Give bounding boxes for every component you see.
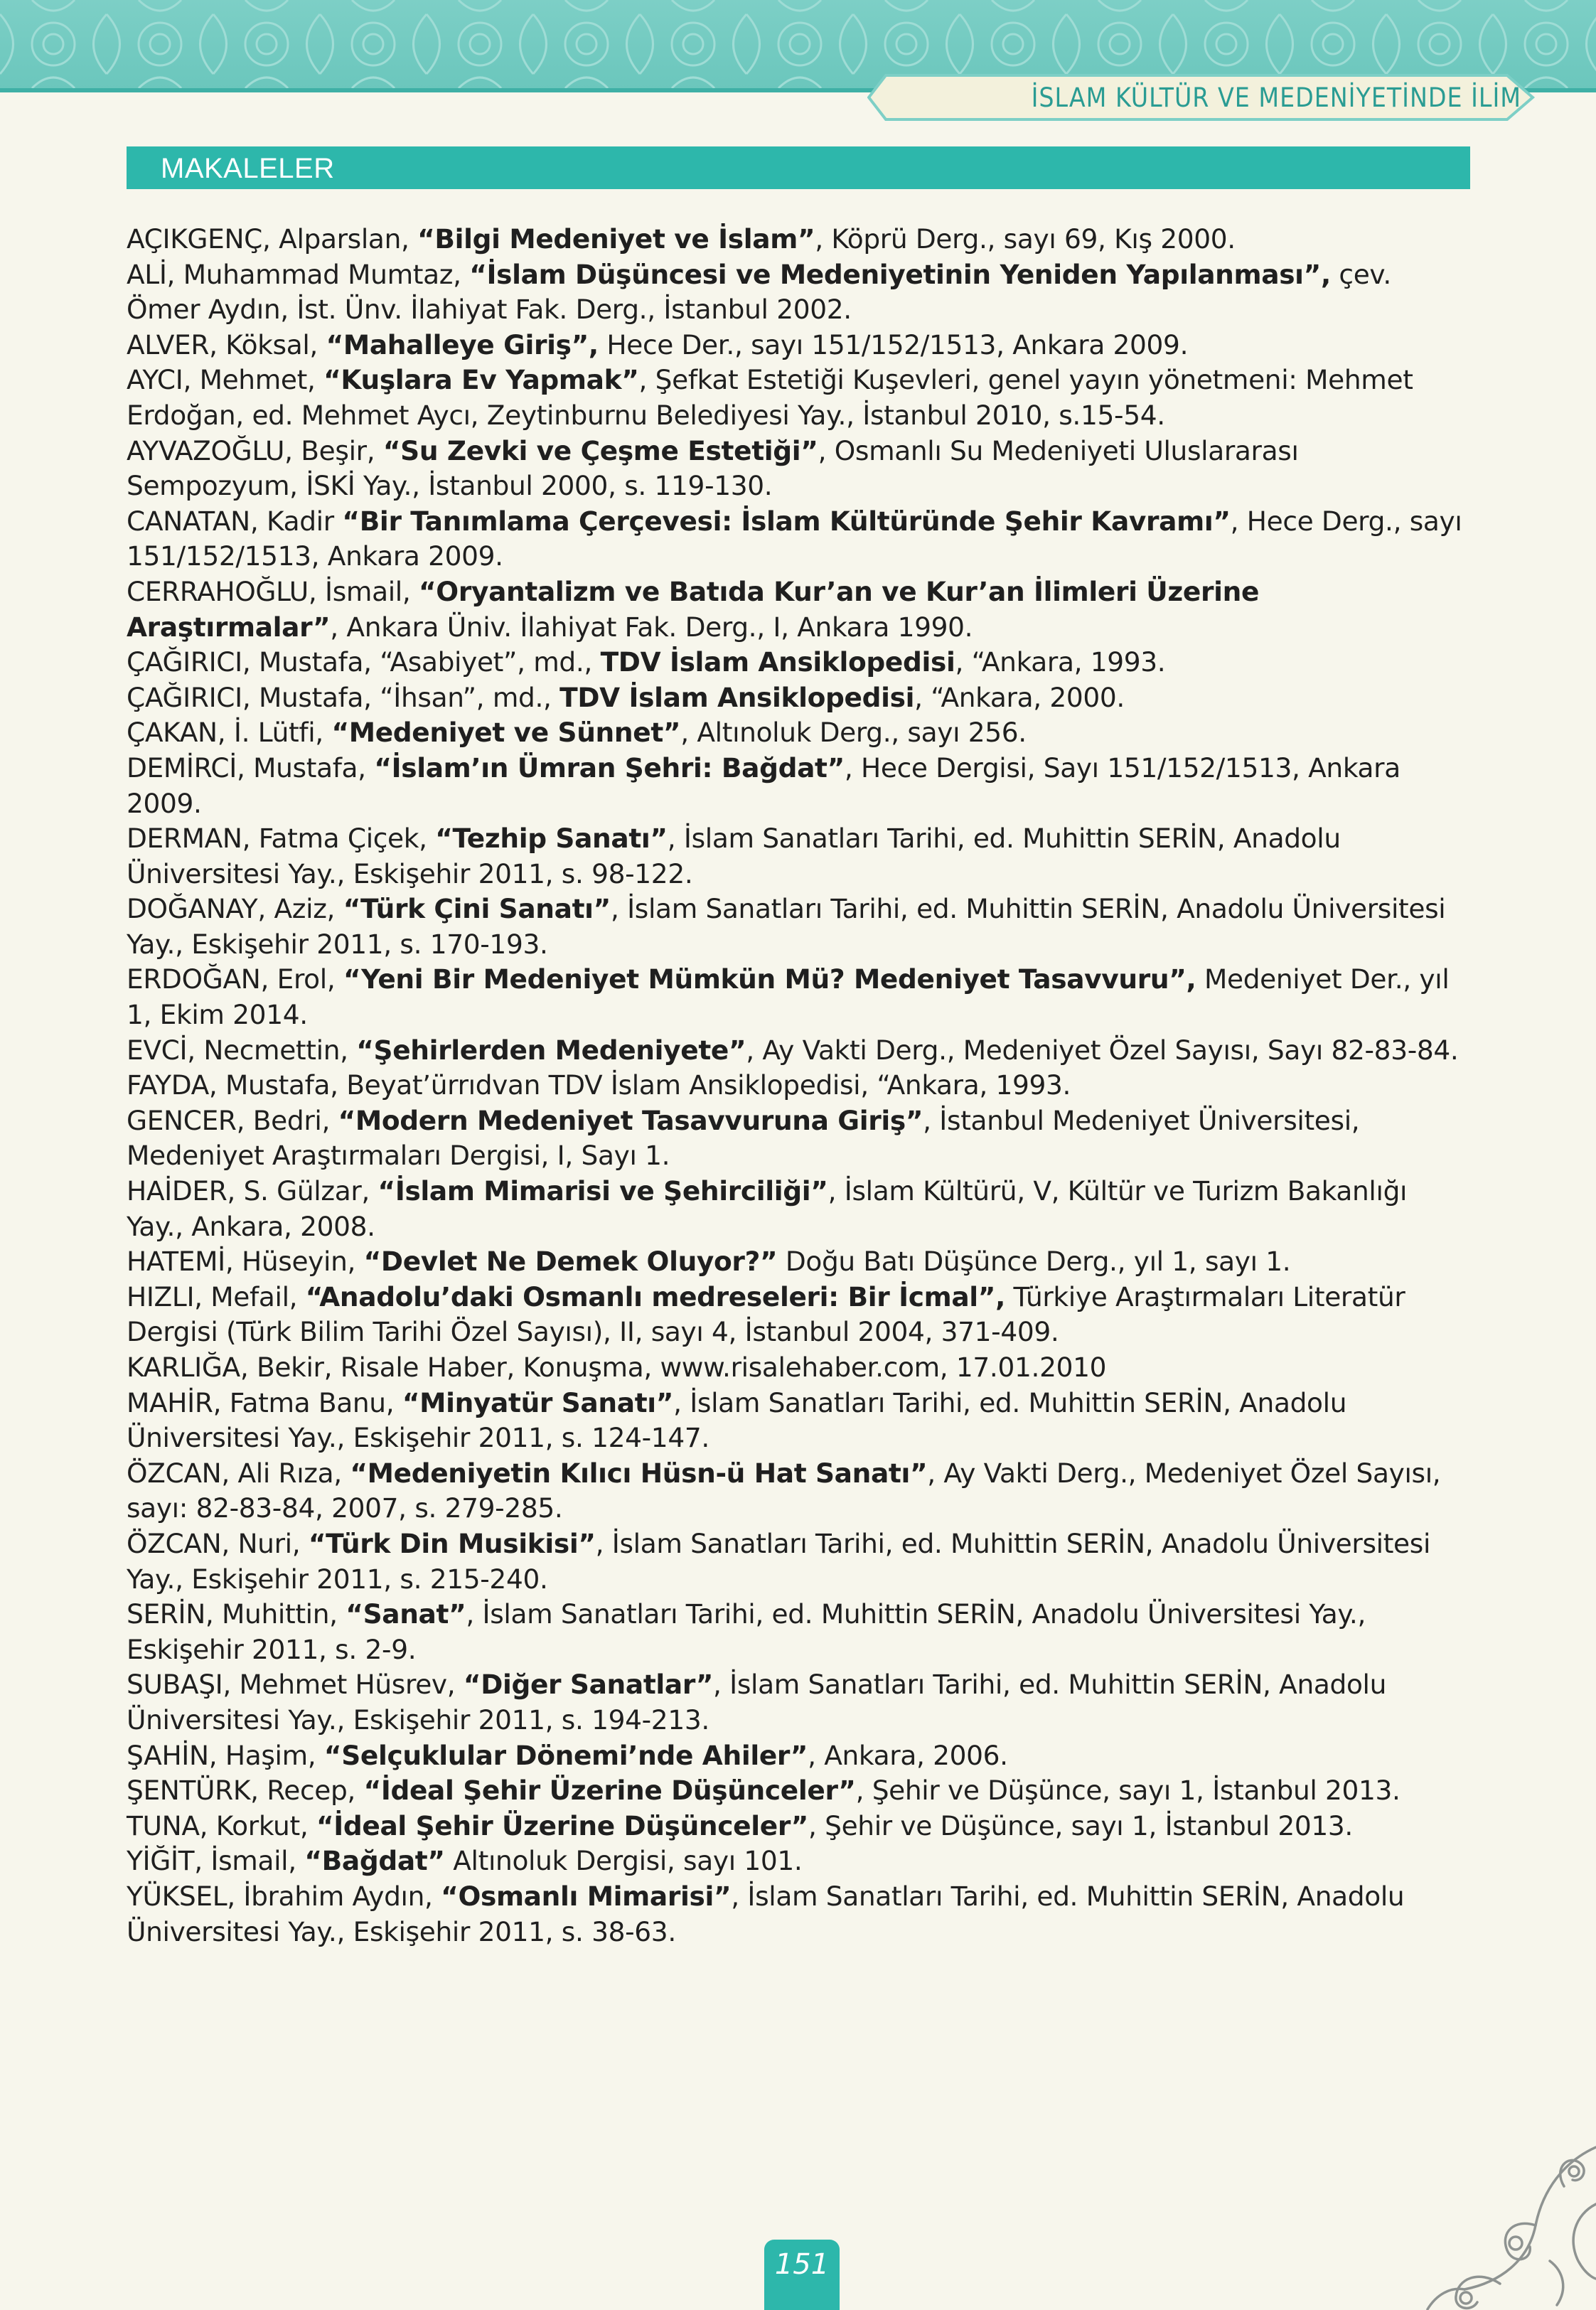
reference-title: “Türk Çini Sanatı”: [343, 893, 611, 925]
reference-item: [127, 1809, 1463, 1844]
reference-source: , Köprü Derg., sayı 69, Kış 2000.: [815, 223, 1236, 255]
reference-source: , İslam Sanatları Tarihi, ed. Muhittin SERİN, Anadolu Üniversitesi Yay., Eskişehir 2011, s. 98-122.: [127, 823, 1341, 889]
reference-title: TDV İslam Ansiklopedisi: [559, 681, 915, 713]
reference-item: [127, 434, 1463, 504]
reference-item: [127, 574, 1463, 645]
reference-title: “Bilgi Medeniyet ve İslam”: [417, 223, 815, 255]
reference-source: , “Ankara, 1993.: [955, 646, 1166, 678]
reference-source: Türkiye Araştırmaları Literatür Dergisi (Türk Bilim Tarihi Özel Sayısı), II, sayı 4, İstanbul 2004, 371-409.: [127, 1280, 1405, 1348]
page-number: 151: [774, 2248, 830, 2281]
reference-item: [127, 363, 1463, 433]
reference-source: , İslam Sanatları Tarihi, ed. Muhittin SERİN, Anadolu Üniversitesi Yay., Eskişehir 2011, s. 2-9.: [127, 1598, 1366, 1665]
reference-title: “Osmanlı Mimarisi”: [441, 1880, 732, 1912]
reference-item: [127, 1068, 1463, 1103]
reference-item: [127, 751, 1463, 821]
reference-title: “Bağdat”: [304, 1845, 445, 1877]
reference-author: ERDOĞAN, Erol,: [127, 963, 343, 995]
reference-author: TUNA, Korkut,: [127, 1809, 316, 1841]
reference-title: “Diğer Sanatlar”: [463, 1669, 713, 1701]
reference-title: “Oryantalizm ve Batıda Kur’an ve Kur’an İlimleri Üzerine Araştırmalar”: [127, 575, 1260, 643]
reference-author: FAYDA, Mustafa, Beyat’ürrıdvan TDV İslam Ansiklopedisi, “Ankara, 1993.: [127, 1069, 1071, 1101]
reference-author: ÖZCAN, Ali Rıza,: [127, 1457, 350, 1489]
reference-author: ALİ, Muhammad Mumtaz,: [127, 258, 470, 290]
reference-item: [127, 1174, 1463, 1244]
reference-source: , İslam Sanatları Tarihi, ed. Muhittin SERİN, Anadolu Üniversitesi Yay., Eskişehir 2011, s. 194-213.: [127, 1669, 1387, 1736]
reference-source: , İstanbul Medeniyet Üniversitesi, Medeniyet Araştırmaları Dergisi, I, Sayı 1.: [127, 1104, 1360, 1172]
reference-title: “Su Zevki ve Çeşme Estetiği”: [382, 434, 818, 466]
reference-source: , Şehir ve Düşünce, sayı 1, İstanbul 2013.: [855, 1775, 1400, 1807]
reference-source: , Hece Derg., sayı 151/152/1513, Ankara 2009.: [127, 505, 1462, 572]
reference-author: ŞENTÜRK, Recep,: [127, 1775, 364, 1807]
reference-title: “Devlet Ne Demek Oluyor?”: [363, 1246, 778, 1278]
reference-author: AYVAZOĞLU, Beşir,: [127, 434, 383, 466]
reference-title: “İslam Mimarisi ve Şehirciliği”: [377, 1175, 828, 1207]
reference-title: “Türk Din Musikisi”: [308, 1527, 596, 1559]
reference-title: “Medeniyet ve Sünnet”: [331, 717, 681, 749]
reference-item: [127, 680, 1463, 716]
reference-title: “Medeniyetin Kılıcı Hüsn-ü Hat Sanatı”: [350, 1457, 928, 1489]
reference-title: “Kuşlara Ev Yapmak”: [323, 364, 639, 396]
reference-title: “İslam Düşüncesi ve Medeniyetinin Yeniden Yapılanması”,: [469, 258, 1331, 290]
reference-source: Medeniyet Der., yıl 1, Ekim 2014.: [127, 963, 1450, 1031]
reference-author: CANATAN, Kadir: [127, 505, 343, 537]
reference-author: ÇAĞIRICI, Mustafa, “İhsan”, md.,: [127, 681, 560, 713]
reference-source: , Osmanlı Su Medeniyeti Uluslararası Sempozyum, İSKİ Yay., İstanbul 2000, s. 119-130.: [127, 434, 1299, 502]
reference-source: , İslam Sanatları Tarihi, ed. Muhittin SERİN, Anadolu Üniversitesi Yay., Eskişehir 2011, s. 124-147.: [127, 1386, 1347, 1454]
reference-source: Doğu Batı Düşünce Derg., yıl 1, sayı 1.: [777, 1246, 1291, 1278]
reference-author: ÇAĞIRICI, Mustafa, “Asabiyet”, md.,: [127, 646, 601, 678]
reference-author: DERMAN, Fatma Çiçek,: [127, 823, 436, 855]
reference-title: “Minyatür Sanatı”: [402, 1386, 674, 1418]
reference-source: , Hece Dergisi, Sayı 151/152/1513, Ankara 2009.: [127, 752, 1400, 819]
page-number-badge: [764, 2240, 840, 2310]
reference-item: [127, 892, 1463, 962]
reference-author: MAHİR, Fatma Banu,: [127, 1386, 402, 1418]
reference-author: HIZLI, Mefail,: [127, 1280, 306, 1312]
reference-title: “Modern Medeniyet Tasavvuruna Giriş”: [338, 1104, 923, 1136]
reference-source: Altınoluk Dergisi, sayı 101.: [444, 1845, 803, 1877]
reference-author: HAİDER, S. Gülzar,: [127, 1175, 378, 1207]
reference-item: [127, 821, 1463, 892]
reference-title: “Sanat”: [346, 1598, 466, 1630]
reference-item: [127, 1280, 1463, 1350]
reference-source: Hece Der., sayı 151/152/1513, Ankara 2009.: [598, 328, 1189, 360]
reference-item: [127, 1773, 1463, 1809]
reference-author: DEMİRCİ, Mustafa,: [127, 752, 375, 784]
reference-item: [127, 1244, 1463, 1280]
reference-author: ŞAHİN, Haşim,: [127, 1739, 324, 1771]
reference-list: [127, 222, 1463, 1950]
reference-item: [127, 962, 1463, 1032]
reference-title: “Anadolu’daki Osmanlı medreseleri: Bir İcmal”,: [305, 1280, 1005, 1312]
reference-item: [127, 328, 1463, 363]
reference-author: ÖZCAN, Nuri,: [127, 1527, 309, 1559]
reference-source: , Ankara Üniv. İlahiyat Fak. Derg., I, Ankara 1990.: [330, 611, 973, 643]
reference-source: çev. Ömer Aydın, İst. Ünv. İlahiyat Fak. Derg., İstanbul 2002.: [127, 258, 1391, 326]
reference-author: YÜKSEL, İbrahim Aydın,: [127, 1880, 441, 1912]
reference-title: “İdeal Şehir Üzerine Düşünceler”: [316, 1809, 808, 1841]
reference-item: [127, 1667, 1463, 1738]
reference-source: , İslam Kültürü, V, Kültür ve Turizm Bakanlığı Yay., Ankara, 2008.: [127, 1175, 1408, 1242]
reference-item: [127, 1844, 1463, 1879]
reference-item: [127, 1033, 1463, 1069]
reference-title: “Selçuklular Dönemi’nde Ahiler”: [323, 1739, 808, 1771]
reference-author: SUBAŞI, Mehmet Hüsrev,: [127, 1669, 464, 1701]
reference-item: [127, 645, 1463, 680]
reference-item: [127, 1597, 1463, 1667]
reference-item: [127, 1879, 1463, 1950]
reference-author: HATEMİ, Hüseyin,: [127, 1246, 364, 1278]
reference-item: [127, 1103, 1463, 1174]
reference-author: SERİN, Muhittin,: [127, 1598, 346, 1630]
reference-item: [127, 1350, 1463, 1386]
reference-title: “Bir Tanımlama Çerçevesi: İslam Kültüründe Şehir Kavramı”: [342, 505, 1231, 537]
reference-title: “Mahalleye Giriş”,: [326, 328, 599, 360]
reference-source: , Altınoluk Derg., sayı 256.: [680, 717, 1027, 749]
section-bar: [127, 146, 1470, 189]
reference-author: AÇIKGENÇ, Alparslan,: [127, 223, 418, 255]
running-header: [867, 74, 1536, 121]
reference-source: , “Ankara, 2000.: [914, 681, 1125, 713]
reference-title: “Tezhip Sanatı”: [435, 823, 668, 855]
reference-title: “İdeal Şehir Üzerine Düşünceler”: [363, 1775, 856, 1807]
reference-source: , Ay Vakti Derg., Medeniyet Özel Sayısı, Sayı 82-83-84.: [746, 1034, 1459, 1066]
reference-source: , Şehir ve Düşünce, sayı 1, İstanbul 2013.: [808, 1809, 1353, 1841]
reference-source: , Şefkat Estetiği Kuşevleri, genel yayın yönetmeni: Mehmet Erdoğan, ed. Mehmet Aycı, Zeytinburnu Belediyesi Yay., İstanbul 2010, s.15-54.: [127, 364, 1413, 431]
reference-source: , İslam Sanatları Tarihi, ed. Muhittin SERİN, Anadolu Üniversitesi Yay., Eskişehir 2011, s. 38-63.: [127, 1880, 1405, 1947]
reference-item: [127, 1526, 1463, 1597]
reference-item: [127, 1738, 1463, 1774]
reference-title: “İslam’ın Ümran Şehri: Bağdat”: [374, 752, 845, 784]
reference-source: , Ay Vakti Derg., Medeniyet Özel Sayısı, sayı: 82-83-84, 2007, s. 279-285.: [127, 1457, 1441, 1524]
reference-author: CERRAHOĞLU, İsmail,: [127, 575, 419, 607]
reference-item: [127, 504, 1463, 574]
reference-source: , İslam Sanatları Tarihi, ed. Muhittin SERİN, Anadolu Üniversitesi Yay., Eskişehir 2011, s. 215-240.: [127, 1527, 1431, 1595]
reference-item: [127, 257, 1463, 328]
reference-author: DOĞANAY, Aziz,: [127, 893, 343, 925]
reference-author: AYCI, Mehmet,: [127, 364, 324, 396]
reference-item: [127, 715, 1463, 751]
reference-source: , Ankara, 2006.: [808, 1739, 1008, 1771]
reference-author: GENCER, Bedri,: [127, 1104, 338, 1136]
reference-title: “Yeni Bir Medeniyet Mümkün Mü? Medeniyet Tasavvuru”,: [343, 963, 1196, 995]
reference-author: YİĞİT, İsmail,: [127, 1845, 305, 1877]
running-header-title: İSLAM KÜLTÜR VE MEDENİYETİNDE İLİM: [1031, 82, 1521, 113]
reference-author: ALVER, Köksal,: [127, 328, 326, 360]
floral-ornament-icon: [1422, 2119, 1596, 2310]
reference-author: ÇAKAN, İ. Lütfi,: [127, 717, 332, 749]
reference-title: “Şehirlerden Medeniyete”: [356, 1034, 746, 1066]
reference-item: [127, 1456, 1463, 1526]
reference-item: [127, 1386, 1463, 1456]
reference-item: [127, 222, 1463, 257]
reference-source: , İslam Sanatları Tarihi, ed. Muhittin SERİN, Anadolu Üniversitesi Yay., Eskişehir 2011, s. 170-193.: [127, 893, 1446, 960]
section-title: MAKALELER: [161, 153, 335, 184]
reference-author: EVCİ, Necmettin,: [127, 1034, 357, 1066]
reference-title: TDV İslam Ansiklopedisi: [600, 646, 955, 678]
reference-author: KARLIĞA, Bekir, Risale Haber, Konuşma, www.risalehaber.com, 17.01.2010: [127, 1352, 1107, 1383]
